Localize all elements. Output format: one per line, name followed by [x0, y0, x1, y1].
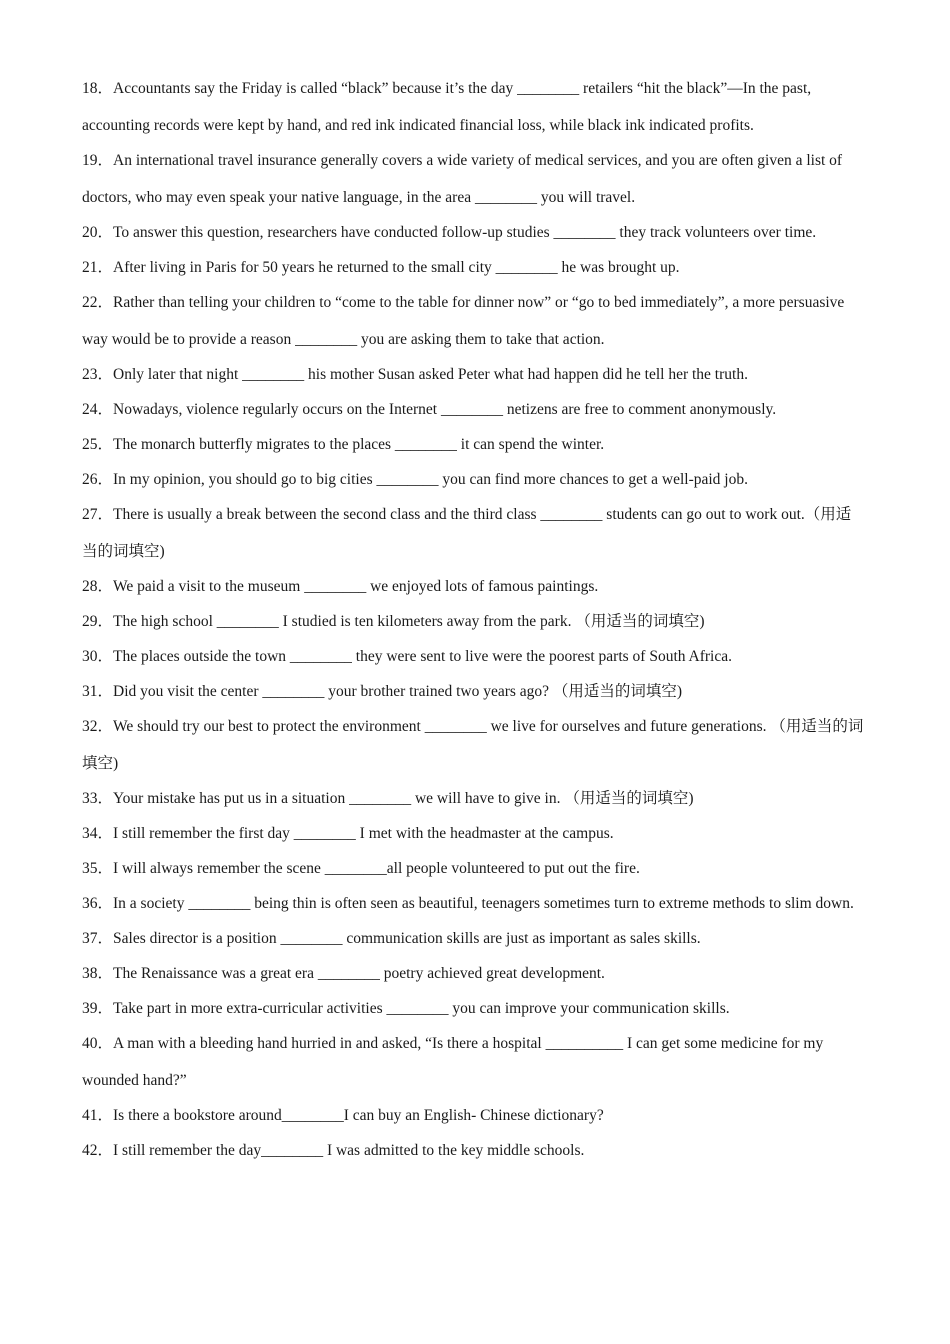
question-31	[82, 673, 866, 710]
question-text: The high school ________ I studied is ten kilometers away from the park. （用适当的词填空)	[113, 613, 705, 630]
question-text: Is there a bookstore around________I can buy an English- Chinese dictionary?	[113, 1107, 604, 1124]
question-number: 37．	[82, 930, 114, 947]
question-number: 29．	[82, 613, 114, 630]
question-19	[82, 142, 866, 216]
question-number: 21．	[82, 259, 114, 276]
question-38	[82, 955, 866, 992]
question-number: 38．	[82, 965, 114, 982]
question-number: 42．	[82, 1142, 114, 1159]
question-text: Only later that night ________ his mother Susan asked Peter what had happen did he tell her the truth.	[113, 366, 748, 383]
question-number: 26．	[82, 471, 114, 488]
question-33	[82, 780, 866, 817]
question-text: To answer this question, researchers have conducted follow-up studies ________ they track volunteers over time.	[113, 224, 817, 241]
question-number: 36．	[82, 895, 114, 912]
question-36	[82, 885, 866, 922]
question-text: The Renaissance was a great era ________ poetry achieved great development.	[113, 965, 605, 982]
question-number: 40．	[82, 1035, 114, 1052]
question-text: The monarch butterfly migrates to the places ________ it can spend the winter.	[113, 436, 605, 453]
question-37	[82, 920, 866, 957]
question-30	[82, 638, 866, 675]
question-text: An international travel insurance generally covers a wide variety of medical services, and you are often given a list of doctors, who may even speak your native language, in the area ________ you will travel.	[82, 152, 843, 206]
question-number: 34．	[82, 825, 114, 842]
question-number: 33．	[82, 790, 114, 807]
question-number: 32．	[82, 718, 114, 735]
question-number: 19．	[82, 152, 114, 169]
worksheet-page	[82, 70, 866, 1169]
question-number: 35．	[82, 860, 114, 877]
question-text: Did you visit the center ________ your brother trained two years ago? （用适当的词填空)	[113, 683, 683, 700]
question-40	[82, 1025, 866, 1099]
question-text: In a society ________ being thin is often seen as beautiful, teenagers sometimes turn to extreme methods to slim down.	[113, 895, 854, 912]
question-24	[82, 391, 866, 428]
question-text: We should try our best to protect the environment ________ we live for ourselves and future generations. （用适当的词填空)	[82, 718, 864, 772]
question-22	[82, 284, 866, 358]
question-29	[82, 603, 866, 640]
question-text: The places outside the town ________ they were sent to live were the poorest parts of South Africa.	[113, 648, 732, 665]
question-text: After living in Paris for 50 years he returned to the small city ________ he was brought up.	[113, 259, 680, 276]
question-number: 30．	[82, 648, 114, 665]
question-35	[82, 850, 866, 887]
question-21	[82, 249, 866, 286]
question-text: A man with a bleeding hand hurried in and asked, “Is there a hospital __________ I can get some medicine for my wounded hand?”	[82, 1035, 824, 1089]
question-42	[82, 1132, 866, 1169]
question-20	[82, 214, 866, 251]
question-27	[82, 496, 866, 570]
question-number: 41．	[82, 1107, 114, 1124]
question-41	[82, 1097, 866, 1134]
question-28	[82, 568, 866, 605]
question-26	[82, 461, 866, 498]
question-32	[82, 708, 866, 782]
question-text: Sales director is a position ________ communication skills are just as important as sales skills.	[113, 930, 701, 947]
question-number: 39．	[82, 1000, 114, 1017]
question-text: I still remember the day________ I was admitted to the key middle schools.	[113, 1142, 585, 1159]
question-text: Rather than telling your children to “come to the table for dinner now” or “go to bed immediately”, a more persuasive way would be to provide a reason ________ you are asking them to take that action.	[82, 294, 845, 348]
question-text: There is usually a break between the second class and the third class ________ students can go out to work out.（用适当的词填空)	[82, 506, 852, 560]
question-34	[82, 815, 866, 852]
question-number: 24．	[82, 401, 114, 418]
question-number: 20．	[82, 224, 114, 241]
question-text: In my opinion, you should go to big cities ________ you can find more chances to get a well-paid job.	[113, 471, 748, 488]
question-number: 31．	[82, 683, 114, 700]
question-number: 25．	[82, 436, 114, 453]
question-number: 27．	[82, 506, 114, 523]
question-number: 18．	[82, 80, 114, 97]
question-number: 23．	[82, 366, 114, 383]
question-text: Take part in more extra-curricular activities ________ you can improve your communication skills.	[113, 1000, 730, 1017]
question-text: I still remember the first day ________ I met with the headmaster at the campus.	[113, 825, 614, 842]
question-number: 22．	[82, 294, 114, 311]
question-number: 28．	[82, 578, 114, 595]
question-text: Nowadays, violence regularly occurs on the Internet ________ netizens are free to comment anonymously.	[113, 401, 777, 418]
question-text: Your mistake has put us in a situation ________ we will have to give in. （用适当的词填空)	[113, 790, 694, 807]
question-text: Accountants say the Friday is called “black” because it’s the day ________ retailers “hit the black”—In the past, accounting records were kept by hand, and red ink indicated financial loss, while black ink indicated profits.	[82, 80, 812, 134]
question-39	[82, 990, 866, 1027]
question-text: We paid a visit to the museum ________ we enjoyed lots of famous paintings.	[113, 578, 599, 595]
question-23	[82, 356, 866, 393]
question-18	[82, 70, 866, 144]
question-25	[82, 426, 866, 463]
question-text: I will always remember the scene ________all people volunteered to put out the fire.	[113, 860, 640, 877]
